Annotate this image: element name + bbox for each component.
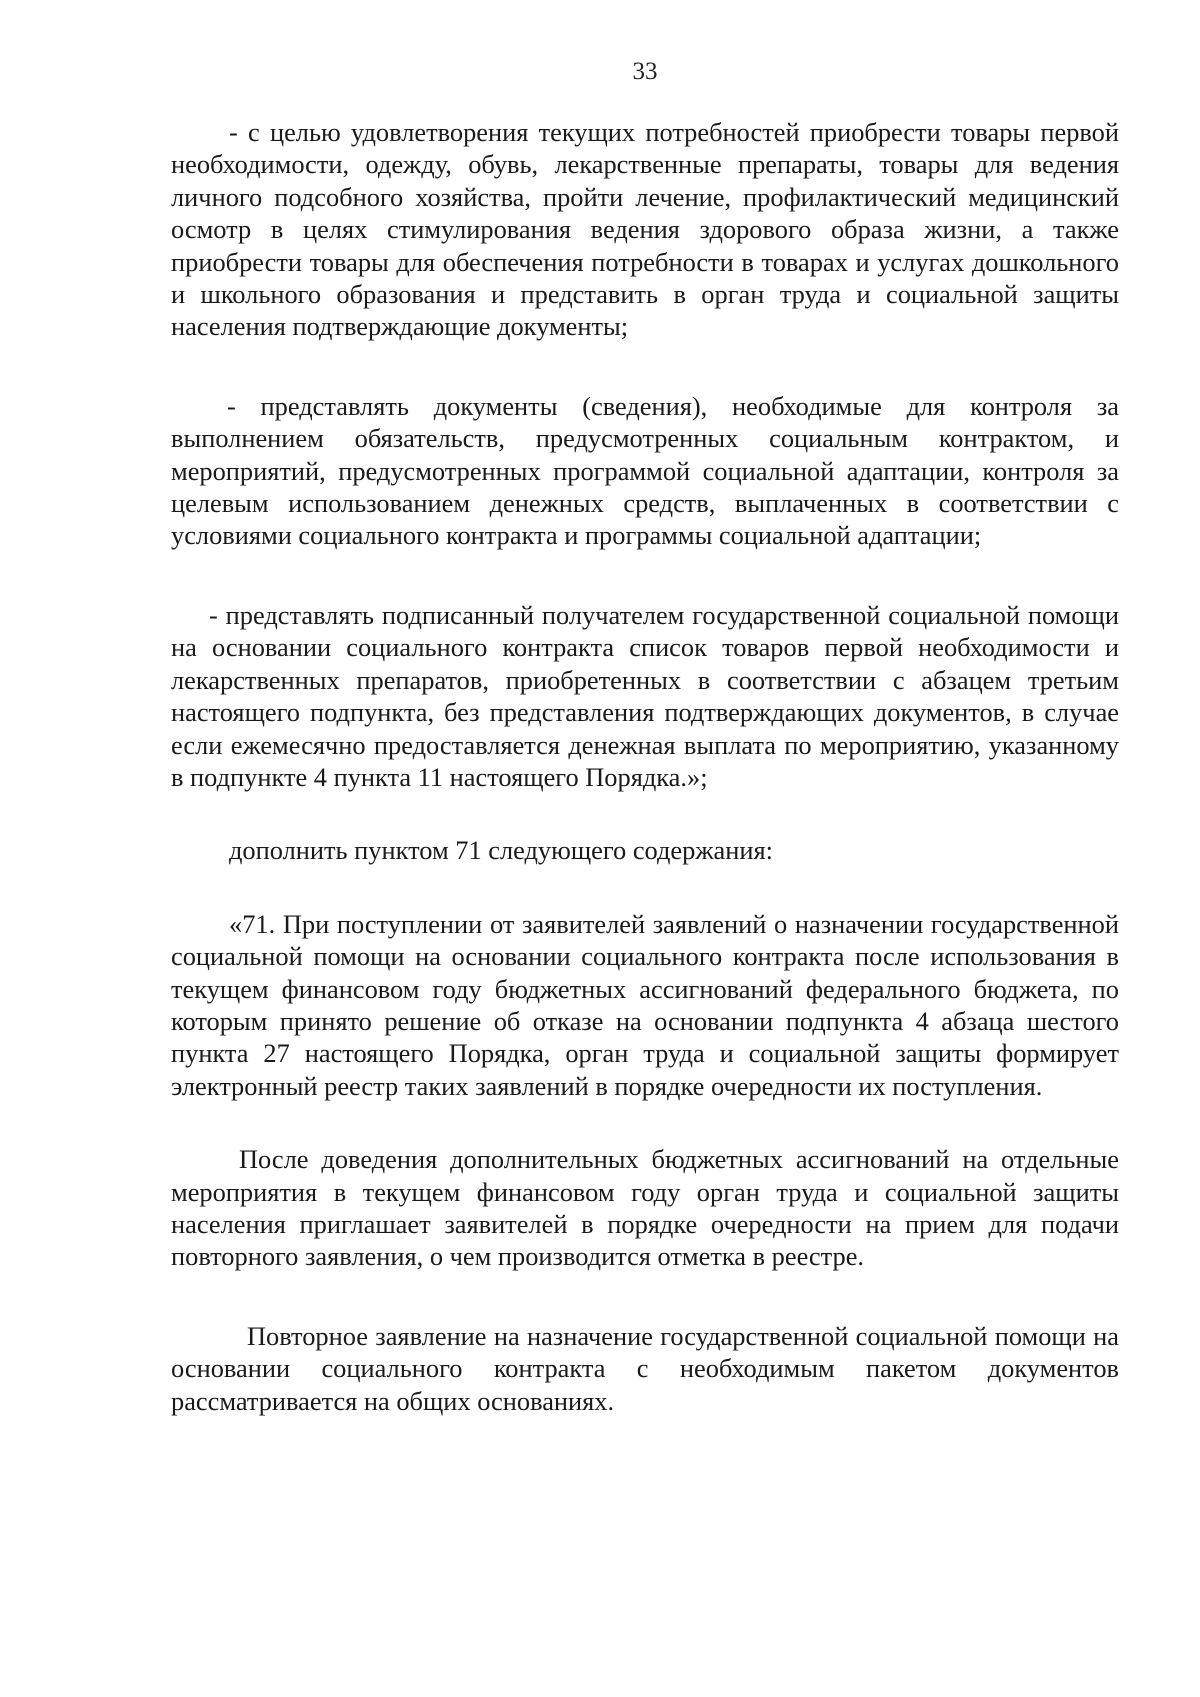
paragraph-goods-list: - представлять подписанный получателем государственной социальной помощи на основании социального контракта список товаров первой необходимости и лекарственных препаратов, приобретенных в соответствии с абзацем третьим настоящего подпункта, без представления подтверждающих документов, в случае если ежемесячно предоставляется денежная выплата по мероприятию, указанному в подпункте 4 пункта 11 настоящего Порядка.»; — [171, 599, 1119, 792]
paragraph-repeat-application: Повторное заявление на назначение государственной социальной помощи на основании социального контракта с необходимым пакетом документов рассматривается на общих основаниях. — [171, 1320, 1119, 1416]
page-number: 33 — [632, 58, 658, 85]
paragraph-basic-needs: - с целью удовлетворения текущих потребностей приобрести товары первой необходимости, одежду, обувь, лекарственные препараты, товары для ведения личного подсобного хозяйства, пройти лечение, профилактический медицинский осмотр в целях стимулирования ведения здорового образа жизни, а также приобрести товары для обеспечения потребности в товарах и услугах дошкольного и школьного образования и представить в орган труда и социальной защиты населения подтверждающие документы; — [171, 117, 1119, 342]
paragraph-additional-allocations: После доведения дополнительных бюджетных ассигнований на отдельные мероприятия в текущем финансовом году орган труда и социальной защиты населения приглашает заявителей в порядке очередности на прием для подачи повторного заявления, о чем производится отметка в реестре. — [171, 1144, 1119, 1272]
document-body — [171, 116, 1119, 1417]
paragraph-clause-71: «71. При поступлении от заявителей заявлений о назначении государственной социальной помощи на основании социального контракта после использования в текущем финансовом году бюджетных ассигнований федерального бюджета, по которым принято решение об отказе на основании подпункта 4 абзаца шестого пункта 27 настоящего Порядка, орган труда и социальной защиты формирует электронный реестр таких заявлений в порядке очередности их поступления. — [171, 908, 1119, 1101]
paragraph-control-documents: - представлять документы (сведения), необходимые для контроля за выполнением обязательств, предусмотренных социальным контрактом, и мероприятий, предусмотренных программой социальной адаптации, контроля за целевым использованием денежных средств, выплаченных в соответствии с условиями социального контракта и программы социальной адаптации; — [171, 390, 1119, 551]
paragraph-amendment-intro: дополнить пунктом 71 следующего содержания: — [229, 835, 773, 866]
